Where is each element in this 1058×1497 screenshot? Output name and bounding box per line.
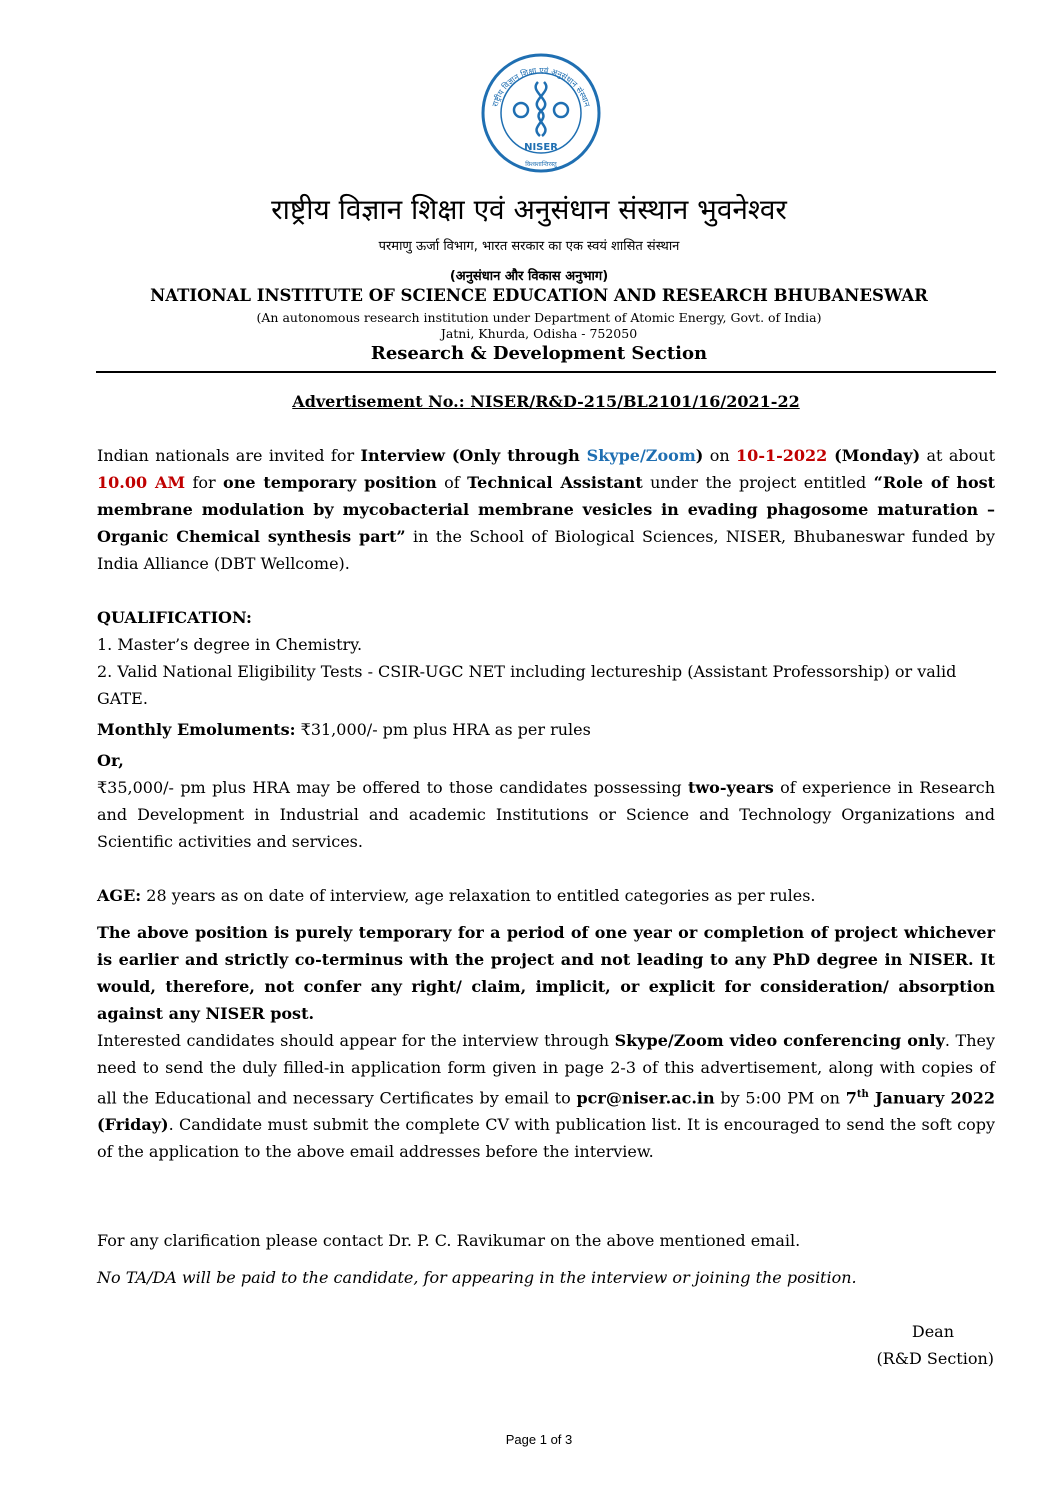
intro-text: for [185,473,224,492]
deadline-suffix: th [856,1089,869,1100]
age-criteria [97,882,995,909]
position-type: one temporary position [223,473,437,492]
institute-description: (An autonomous research institution under Department of Atomic Energy, Govt. of India) [256,310,822,325]
age-text: 28 years as on date of interview, age relaxation to entitled categories as per rules. [141,886,816,905]
signature-block [876,1318,994,1372]
niser-logo-icon [480,52,602,174]
section-title: Research & Development Section [370,343,708,364]
logo-motto: विश्वशान्तिरस्तु [525,161,557,168]
contact-email: pcr@niser.ac.in [576,1088,715,1108]
or-label: Or, [97,751,124,770]
hindi-subtitle: परमाणु ऊर्जा विभाग, भारत सरकार का एक स्वयं शासित संस्थान [378,239,680,254]
alt-text: of experience in Research and Development in Industrial and academic Institutions or Science and Technology Organizations and Scientific activities and services. [97,778,995,851]
qualification-item: 1. Master’s degree in Chemistry. [97,635,363,654]
hindi-title: राष्ट्रीय विज्ञान शिक्षा एवं अनुसंधान संस्थान भुवनेश्वर [271,193,787,226]
intro-skype-zoom: Skype/Zoom [586,446,696,465]
deadline-day: 7 [845,1088,857,1108]
emoluments-label: Monthly Emoluments: [97,720,296,739]
interview-time: 10.00 AM [97,473,186,492]
emoluments-value: ₹31,000/- pm plus HRA as per rules [295,720,591,739]
logo-name: NISER [524,142,558,153]
logo-hindi-ring: राष्ट्रीय विज्ञान शिक्षा एवं अनुसंधान संस्थान [490,65,592,108]
apply-text: . They need to send the duly filled-in application form given in page 2-3 of this advertisement, along with copies of all the Educational and necessary Certificates by email to [97,1031,996,1108]
qualification-block [97,604,995,855]
qualification-item: 2. Valid National Eligibility Tests - CSIR-UGC NET including lectureship (Assistant Professorship) or valid GATE. [97,662,957,708]
alternate-emoluments [97,774,995,855]
advertisement-number: Advertisement No.: NISER/R&D-215/BL2101/16/2021-22 [292,392,800,411]
age-label: AGE: [97,886,142,905]
hindi-section: (अनुसंधान और विकास अनुभाग) [449,269,609,284]
contact-line: For any clarification please contact Dr. P. C. Ravikumar on the above mentioned email. [97,1231,801,1250]
header-divider [96,371,996,373]
intro-interview: Interview (Only through [360,446,587,465]
interview-date: 10-1-2022 [736,446,828,465]
position-role: Technical Assistant [467,473,643,492]
apply-text: Interested candidates should appear for the interview through [97,1031,615,1050]
application-instructions [97,1027,995,1165]
interview-mode: Skype/Zoom video conferencing only [614,1031,945,1050]
apply-text: . Candidate must submit the complete CV with publication list. It is encouraged to send the soft copy of the application to the above email addresses before the interview. [97,1115,995,1162]
intro-text: in the School of Biological Sciences, NISER, Bhubaneswar funded by India Alliance (DBT Wellcome). [97,527,995,573]
intro-paragraph [97,442,995,577]
page-number: Page 1 of 3 [505,1432,573,1447]
monthly-emoluments [97,716,995,743]
intro-text: under the project entitled [642,473,874,492]
project-title: “Role of host membrane modulation by mycobacterial membrane vesicles in evading phagosome maturation – Organic Chemical synthesis part” [97,473,996,546]
signatory-title: Dean [911,1322,954,1341]
experience-years: two-years [688,778,774,797]
temporary-notice: The above position is purely temporary for a period of one year or completion of project whichever is earlier and strictly co-terminus with the project and not leading to any PhD degree in NISER. It would, therefore, not confer any right/ claim, implicit, or explicit for consideration/ absorption against any NISER post. [97,923,995,1023]
intro-text: at about [920,446,996,465]
apply-text: by 5:00 PM on [714,1088,846,1108]
intro-bracket: ) [695,446,704,465]
interview-day: (Monday) [827,446,921,465]
alt-text: ₹35,000/- pm plus HRA may be offered to those candidates possessing [97,778,689,797]
institute-address: Jatni, Khurda, Odisha - 752050 [440,326,638,341]
deadline-date: January 2022 (Friday) [97,1088,996,1135]
svg-text:राष्ट्रीय विज्ञान शिक्षा एवं अ [491,66,592,108]
signatory-department: (R&D Section) [876,1349,994,1368]
intro-text: on [703,446,737,465]
institute-name: NATIONAL INSTITUTE OF SCIENCE EDUCATION AND RESEARCH BHUBANESWAR [150,286,928,305]
qualification-heading: QUALIFICATION: [97,608,252,627]
intro-text: Indian nationals are invited for [97,446,361,465]
ta-da-note: No TA/DA will be paid to the candidate, for appearing in the interview or joining the position. [97,1268,857,1287]
intro-text: of [436,473,468,492]
